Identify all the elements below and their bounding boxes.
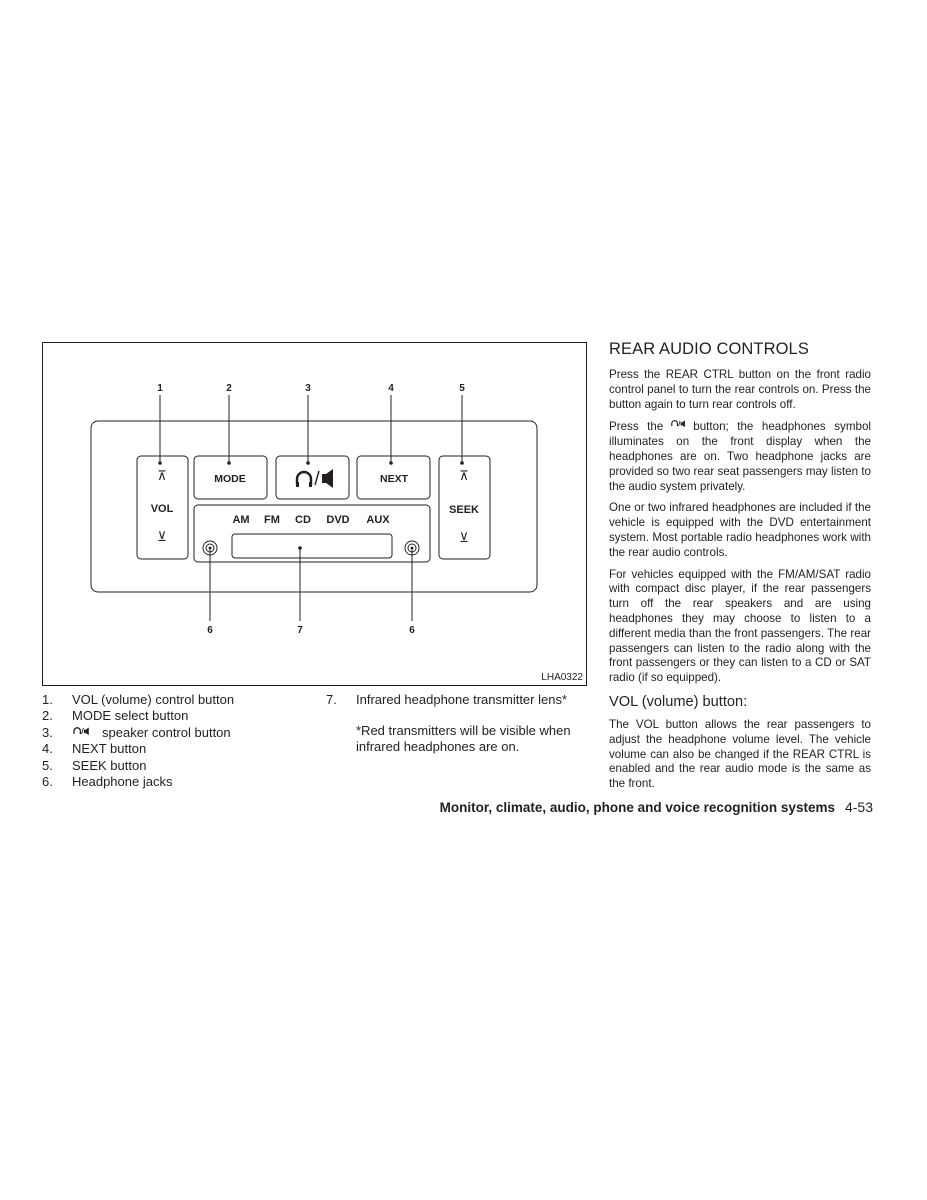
source-cd: CD bbox=[295, 514, 311, 526]
legend-text: NEXT button bbox=[72, 741, 147, 757]
vol-down-arrow-icon: ⊻ bbox=[157, 529, 167, 544]
section-title: REAR AUDIO CONTROLS bbox=[609, 340, 809, 358]
rear-audio-controls-figure bbox=[42, 342, 587, 686]
source-fm: FM bbox=[264, 514, 280, 526]
callout-5: 5 bbox=[459, 383, 465, 394]
source-dvd: DVD bbox=[326, 514, 350, 526]
legend-number: 6. bbox=[42, 773, 53, 789]
mode-label: MODE bbox=[214, 473, 246, 485]
vol-up-arrow-icon: ⊼ bbox=[157, 468, 167, 483]
figure-code: LHA0322 bbox=[541, 672, 583, 683]
legend-text-with-icon bbox=[72, 725, 231, 741]
paragraph: One or two infrared headphones are included if the vehicle is equipped with the DVD entertainment system. Most portable radio headphones work with the rear audio controls. bbox=[609, 501, 871, 559]
legend-number: 2. bbox=[42, 708, 53, 724]
legend-text: VOL (volume) control button bbox=[72, 692, 235, 707]
paragraph: The VOL button allows the rear passengers to adjust the headphone volume level. The vehicle volume can also be changed if the REAR CTRL is enabled and the rear audio mode is the same as the front. bbox=[609, 717, 871, 791]
callout-2: 2 bbox=[226, 383, 232, 394]
legend-item bbox=[42, 741, 312, 757]
paragraph-text: Press the bbox=[609, 420, 664, 434]
legend-number: 4. bbox=[42, 741, 53, 757]
legend-item bbox=[42, 725, 312, 741]
callout-6-left: 6 bbox=[207, 625, 213, 636]
seek-label: SEEK bbox=[449, 504, 479, 516]
legend-right bbox=[326, 692, 588, 755]
ir-lens-outline bbox=[232, 534, 392, 558]
rear-audio-panel-diagram bbox=[43, 343, 588, 687]
paragraph-text: button; the headphones symbol illuminates on the front display when the headphones are on. Two headphone jacks are provided so two rear seat passengers may listen to the audio system privately. bbox=[609, 420, 871, 493]
legend-text: MODE select button bbox=[72, 708, 189, 724]
source-aux: AUX bbox=[366, 514, 390, 526]
seek-up-arrow-icon: ⊼ bbox=[459, 468, 469, 483]
legend-item bbox=[42, 758, 312, 774]
paragraph: Press the REAR CTRL button on the front radio control panel to turn the rear controls on. Press the button again to turn rear controls off. bbox=[609, 368, 871, 411]
legend-left bbox=[42, 692, 312, 790]
chapter-title: Monitor, climate, audio, phone and voice recognition systems bbox=[439, 800, 835, 815]
legend-number: 3. bbox=[42, 724, 53, 740]
legend-note: *Red transmitters will be visible when infrared headphones are on. bbox=[356, 723, 571, 755]
rear-audio-text-column bbox=[609, 340, 871, 799]
source-am: AM bbox=[232, 514, 250, 526]
legend-text: Infrared headphone transmitter lens* bbox=[356, 692, 568, 707]
legend-number: 7. bbox=[326, 692, 337, 707]
paragraph-with-icon bbox=[609, 419, 871, 494]
speaker-button-outline bbox=[276, 456, 349, 499]
legend-number: 1. bbox=[42, 692, 53, 707]
legend-number: 5. bbox=[42, 757, 53, 773]
headphone-speaker-icon bbox=[72, 725, 102, 741]
headphone-speaker-icon bbox=[663, 419, 693, 434]
subsection-title: VOL (volume) button: bbox=[609, 693, 748, 710]
paragraph: For vehicles equipped with the FM/AM/SAT radio with compact disc player, if the rear passengers turn off the rear speakers and are using headphones they may choose to listen to a different media than the front passengers. The rear passengers can listen to the radio along with the front passengers or they can listen to a CD or SAT radio (if so equipped). bbox=[609, 567, 871, 685]
legend-item bbox=[42, 774, 312, 790]
callout-1: 1 bbox=[157, 383, 163, 394]
legend-text: SEEK button bbox=[72, 757, 147, 773]
vol-label: VOL bbox=[150, 503, 174, 515]
headphone-speaker-icon bbox=[297, 471, 319, 485]
callout-7: 7 bbox=[297, 625, 303, 636]
callout-3: 3 bbox=[305, 383, 311, 394]
legend-item bbox=[326, 692, 588, 708]
callout-4: 4 bbox=[388, 383, 394, 394]
legend-text: Headphone jacks bbox=[72, 773, 173, 789]
page-footer bbox=[300, 799, 873, 815]
next-label: NEXT bbox=[379, 473, 409, 485]
seek-down-arrow-icon: ⊻ bbox=[459, 530, 469, 545]
page-number: 4-53 bbox=[844, 799, 873, 815]
callout-6-right: 6 bbox=[409, 625, 415, 636]
legend-text: speaker control button bbox=[102, 724, 231, 740]
legend-item bbox=[42, 692, 312, 708]
legend-item bbox=[42, 708, 312, 724]
